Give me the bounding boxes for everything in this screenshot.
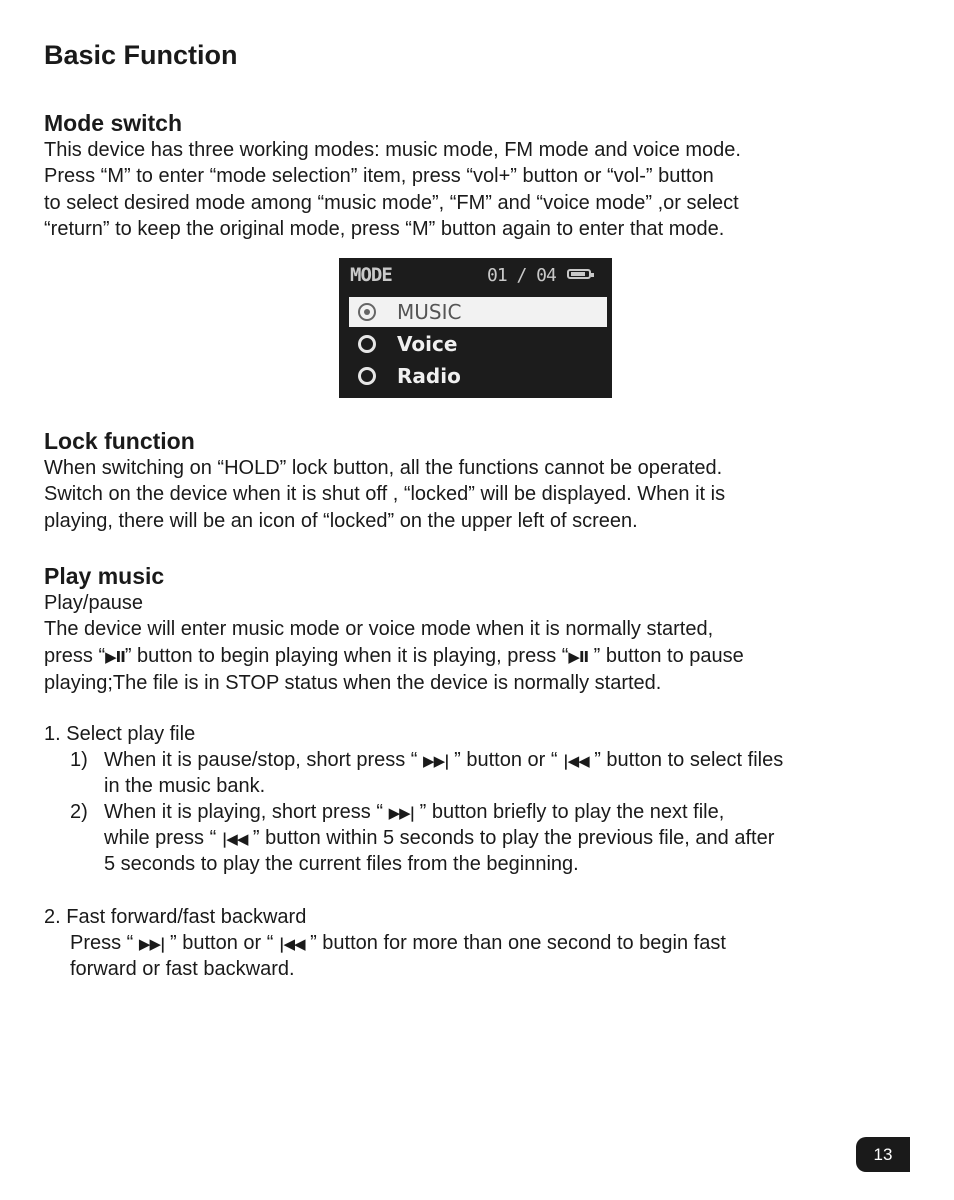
page-title: Basic Function xyxy=(44,40,238,70)
text-line: “return” to keep the original mode, press “M” button again to enter that mode. xyxy=(44,217,725,240)
play-music-text xyxy=(44,590,914,696)
mode-switch-text xyxy=(44,137,914,242)
text-line: Switch on the device when it is shut off , “locked” will be displayed. When it is xyxy=(44,483,726,506)
screen-counter: 01 / 04 xyxy=(487,265,556,286)
lock-function-text xyxy=(44,455,914,534)
text-line: to select desired mode among “music mode”, “FM” and “voice mode” ,or select xyxy=(44,191,739,214)
lock-function-heading: Lock function xyxy=(44,428,195,454)
select-play-file-heading: 1. Select play file xyxy=(44,723,196,745)
menu-item-music xyxy=(349,297,607,327)
device-screen xyxy=(339,258,612,398)
list-item-number: 2) xyxy=(70,801,88,823)
list-item-continued: in the music bank. xyxy=(104,775,266,797)
text-line: press “▶II” button to begin playing when it is playing, press “▶II ” button to pause xyxy=(44,644,744,667)
menu-item-label: MUSIC xyxy=(397,300,462,324)
radio-selected-icon xyxy=(358,303,376,321)
play-pause-icon: ▶II xyxy=(105,647,125,666)
screen-title: MODE xyxy=(350,264,392,286)
text-line: The device will enter music mode or voice mode when it is normally started, xyxy=(44,618,714,641)
fast-forward-text-continued: forward or fast backward. xyxy=(70,958,295,980)
menu-item-radio xyxy=(349,361,607,391)
text-line: This device has three working modes: music mode, FM mode and voice mode. xyxy=(44,139,741,161)
text-line: When switching on “HOLD” lock button, all the functions cannot be operated. xyxy=(44,457,723,479)
menu-item-label: Radio xyxy=(397,364,461,388)
mode-switch-heading: Mode switch xyxy=(44,110,183,136)
text-line: playing;The file is in STOP status when the device is normally started. xyxy=(44,671,662,694)
previous-icon: |◀◀ xyxy=(221,830,248,848)
menu-item-voice xyxy=(349,329,607,359)
fast-forward-heading: 2. Fast forward/fast backward xyxy=(44,906,307,928)
list-item-continued: while press “ |◀◀ ” button within 5 seconds to play the previous file, and after xyxy=(104,827,775,849)
previous-icon: |◀◀ xyxy=(278,935,305,953)
list-item-continued: 5 seconds to play the current files from the beginning. xyxy=(104,853,579,875)
battery-icon xyxy=(567,269,591,279)
fast-forward-text: Press “ ▶▶| ” button or “ |◀◀ ” button for more than one second to begin fast xyxy=(70,932,726,954)
play-music-heading: Play music xyxy=(44,563,165,589)
next-icon: ▶▶| xyxy=(388,804,415,822)
play-pause-subheading: Play/pause xyxy=(44,592,143,614)
list-item: When it is pause/stop, short press “ ▶▶| ” button or “ |◀◀ ” button to select files xyxy=(104,749,784,771)
page-number: 13 xyxy=(856,1137,910,1172)
previous-icon: |◀◀ xyxy=(563,752,589,770)
next-icon: ▶▶| xyxy=(138,935,165,953)
next-icon: ▶▶| xyxy=(423,752,449,770)
text-line: playing, there will be an icon of “locked” on the upper left of screen. xyxy=(44,509,638,532)
menu-item-label: Voice xyxy=(397,332,458,356)
text-line: Press “M” to enter “mode selection” item, press “vol+” button or “vol-” button xyxy=(44,165,714,188)
radio-icon xyxy=(358,367,376,385)
play-pause-icon: ▶II xyxy=(568,647,589,666)
list-item-number: 1) xyxy=(70,749,88,771)
list-item: When it is playing, short press “ ▶▶| ” button briefly to play the next file, xyxy=(104,801,725,823)
radio-icon xyxy=(358,335,376,353)
